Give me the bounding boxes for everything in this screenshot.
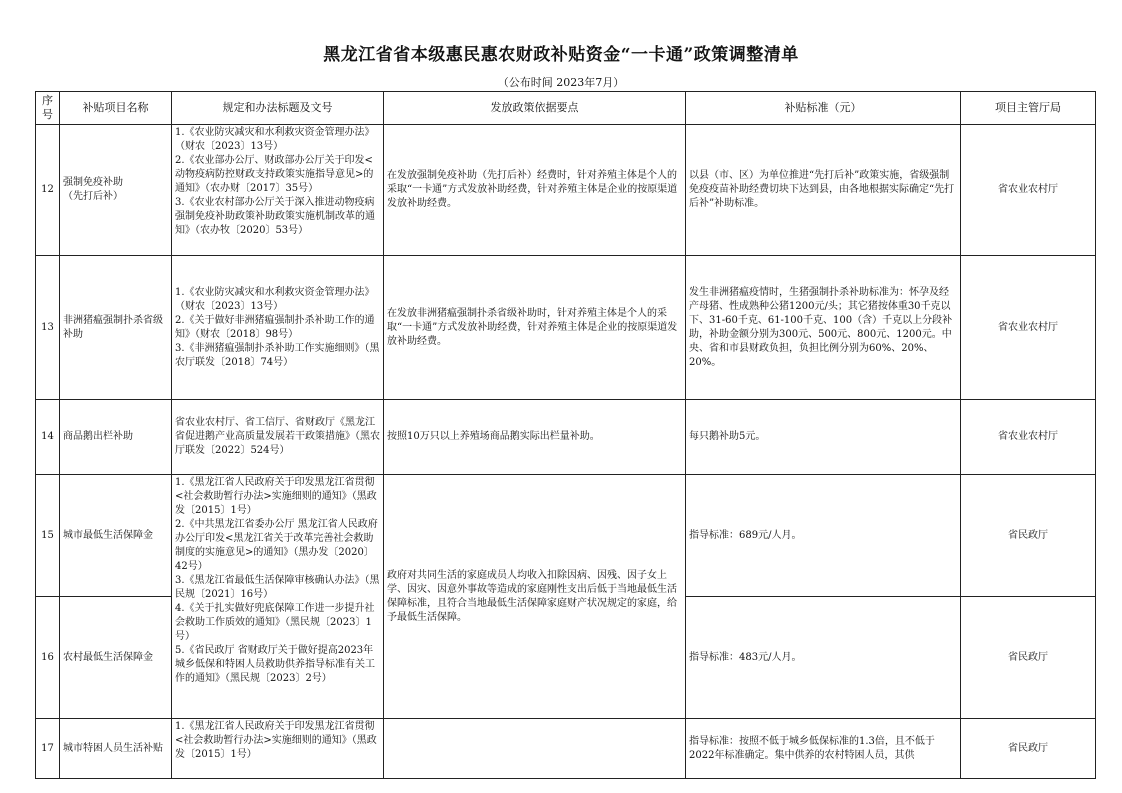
cell-basis-merged: 政府对共同生活的家庭成员人均收入扣除因病、因残、因子女上学、因灾、因意外事故等造成的家庭刚性支出后低于当地最低生活保障标准，且符合当地最低生活保障家庭财产状况规定的家庭，给予最低生活保障。 [384,475,686,719]
cell-standard: 指导标准：689元/人月。 [686,475,961,597]
cell-name: 城市最低生活保障金 [60,475,172,597]
cell-doc: 省农业农村厅、省工信厅、省财政厅《黑龙江省促进鹅产业高质量发展若干政策措施》（黑农厅联发〔2022〕524号） [172,400,384,475]
cell-basis: 在发放强制免疫补助（先打后补）经费时，针对养殖主体是个人的采取“一卡通”方式发放补助经费，针对养殖主体是企业的按原渠道发放补助经费。 [384,125,686,256]
header-name: 补贴项目名称 [60,92,172,125]
header-row [36,92,1096,125]
table-row [36,125,1096,256]
cell-basis: 按照10万只以上养殖场商品鹅实际出栏量补助。 [384,400,686,475]
cell-seq: 12 [36,125,60,256]
cell-seq: 16 [36,597,60,719]
cell-name: 强制免疫补助 （先打后补） [60,125,172,256]
page-subtitle: （公布时间 2023年7月） [497,76,625,89]
cell-doc: 1.《黑龙江省人民政府关于印发黑龙江省贯彻<社会救助暂行办法>实施细则的通知》（黑政发〔2015〕1号） [172,719,384,779]
cell-standard: 指导标准：按照不低于城乡低保标准的1.3倍，且不低于2022年标准确定。集中供养的农村特困人员，其供 [686,719,961,779]
cell-dept: 省民政厅 [961,475,1096,597]
cell-doc: 1.《农业防灾减灾和水利救灾资金管理办法》（财农〔2023〕13号） 2.《农业部办公厅、财政部办公厅关于印发<动物疫病防控财政支持政策实施指导意见>的通知》（农办财〔2017〕35号） 3.《农业农村部办公厅关于深入推进动物疫病强制免疫补助政策补助政策实施机制改革的通知》（农办牧〔2020〕53号） [172,125,384,256]
cell-doc: 1.《农业防灾减灾和水利救灾资金管理办法》（财农〔2023〕13号） 2.《关于做好非洲猪瘟强制扑杀补助工作的通知》（财农〔2018〕98号） 3.《非洲猪瘟强制扑杀补助工作实施细则》（黑农厅联发〔2018〕74号） [172,256,384,400]
cell-name: 农村最低生活保障金 [60,597,172,719]
table-row [36,400,1096,475]
cell-doc-merged: 1.《黑龙江省人民政府关于印发黑龙江省贯彻<社会救助暂行办法>实施细则的通知》（黑政发〔2015〕1号） 2.《中共黑龙江省委办公厅 黑龙江省人民政府办公厅印发<黑龙江省关于改革完善社会救助制度的实施意见>的通知》（黑办发〔2020〕42号） 3.《黑龙江省最低生活保障审核确认办法》（黑民规〔2021〕16号） 4.《关于扎实做好兜底保障工作进一步提升社会救助工作质效的通知》（黑民规〔2023〕1号） 5.《省民政厅 省财政厅关于做好提高2023年城乡低保和特困人员救助供养指导标准有关工作的通知》（黑民规〔2023〕2号） [172,475,384,719]
cell-dept: 省民政厅 [961,719,1096,779]
policy-table [35,91,1096,779]
header-seq: 序号 [36,92,60,125]
page-title: 黑龙江省省本级惠民惠农财政补贴资金“一卡通”政策调整清单 [323,45,799,65]
cell-seq: 17 [36,719,60,779]
cell-name: 非洲猪瘟强制扑杀省级补助 [60,256,172,400]
cell-basis [384,719,686,779]
cell-dept: 省农业农村厅 [961,400,1096,475]
header-doc: 规定和办法标题及文号 [172,92,384,125]
table-row [36,719,1096,779]
cell-dept: 省农业农村厅 [961,125,1096,256]
cell-dept: 省农业农村厅 [961,256,1096,400]
cell-name: 商品鹅出栏补助 [60,400,172,475]
table-row [36,475,1096,597]
cell-dept: 省民政厅 [961,597,1096,719]
header-dept: 项目主管厅局 [961,92,1096,125]
cell-seq: 15 [36,475,60,597]
header-basis: 发放政策依据要点 [384,92,686,125]
cell-standard: 每只鹅补助5元。 [686,400,961,475]
table-row [36,256,1096,400]
cell-standard: 发生非洲猪瘟疫情时，生猪强制扑杀补助标准为：怀孕及经产母猪、性成熟种公猪1200元/头；其它猪按体重30千克以下、31-60千克、61-100千克、100（含）千克以上分段补助，补助金额分别为300元、500元、800元、1200元。中央、省和市县财政负担，负担比例分别为60%、20%、20%。 [686,256,961,400]
cell-seq: 14 [36,400,60,475]
header-standard: 补贴标准（元） [686,92,961,125]
cell-basis: 在发放非洲猪瘟强制扑杀省级补助时，针对养殖主体是个人的采取“一卡通”方式发放补助经费，针对养殖主体是企业的按原渠道发放补助经费。 [384,256,686,400]
cell-seq: 13 [36,256,60,400]
cell-standard: 以县（市、区）为单位推进“先打后补”政策实施，省级强制免疫疫苗补助经费切块下达到县，由各地根据实际确定“先打后补”补助标准。 [686,125,961,256]
cell-name: 城市特困人员生活补贴 [60,719,172,779]
cell-standard: 指导标准：483元/人月。 [686,597,961,719]
